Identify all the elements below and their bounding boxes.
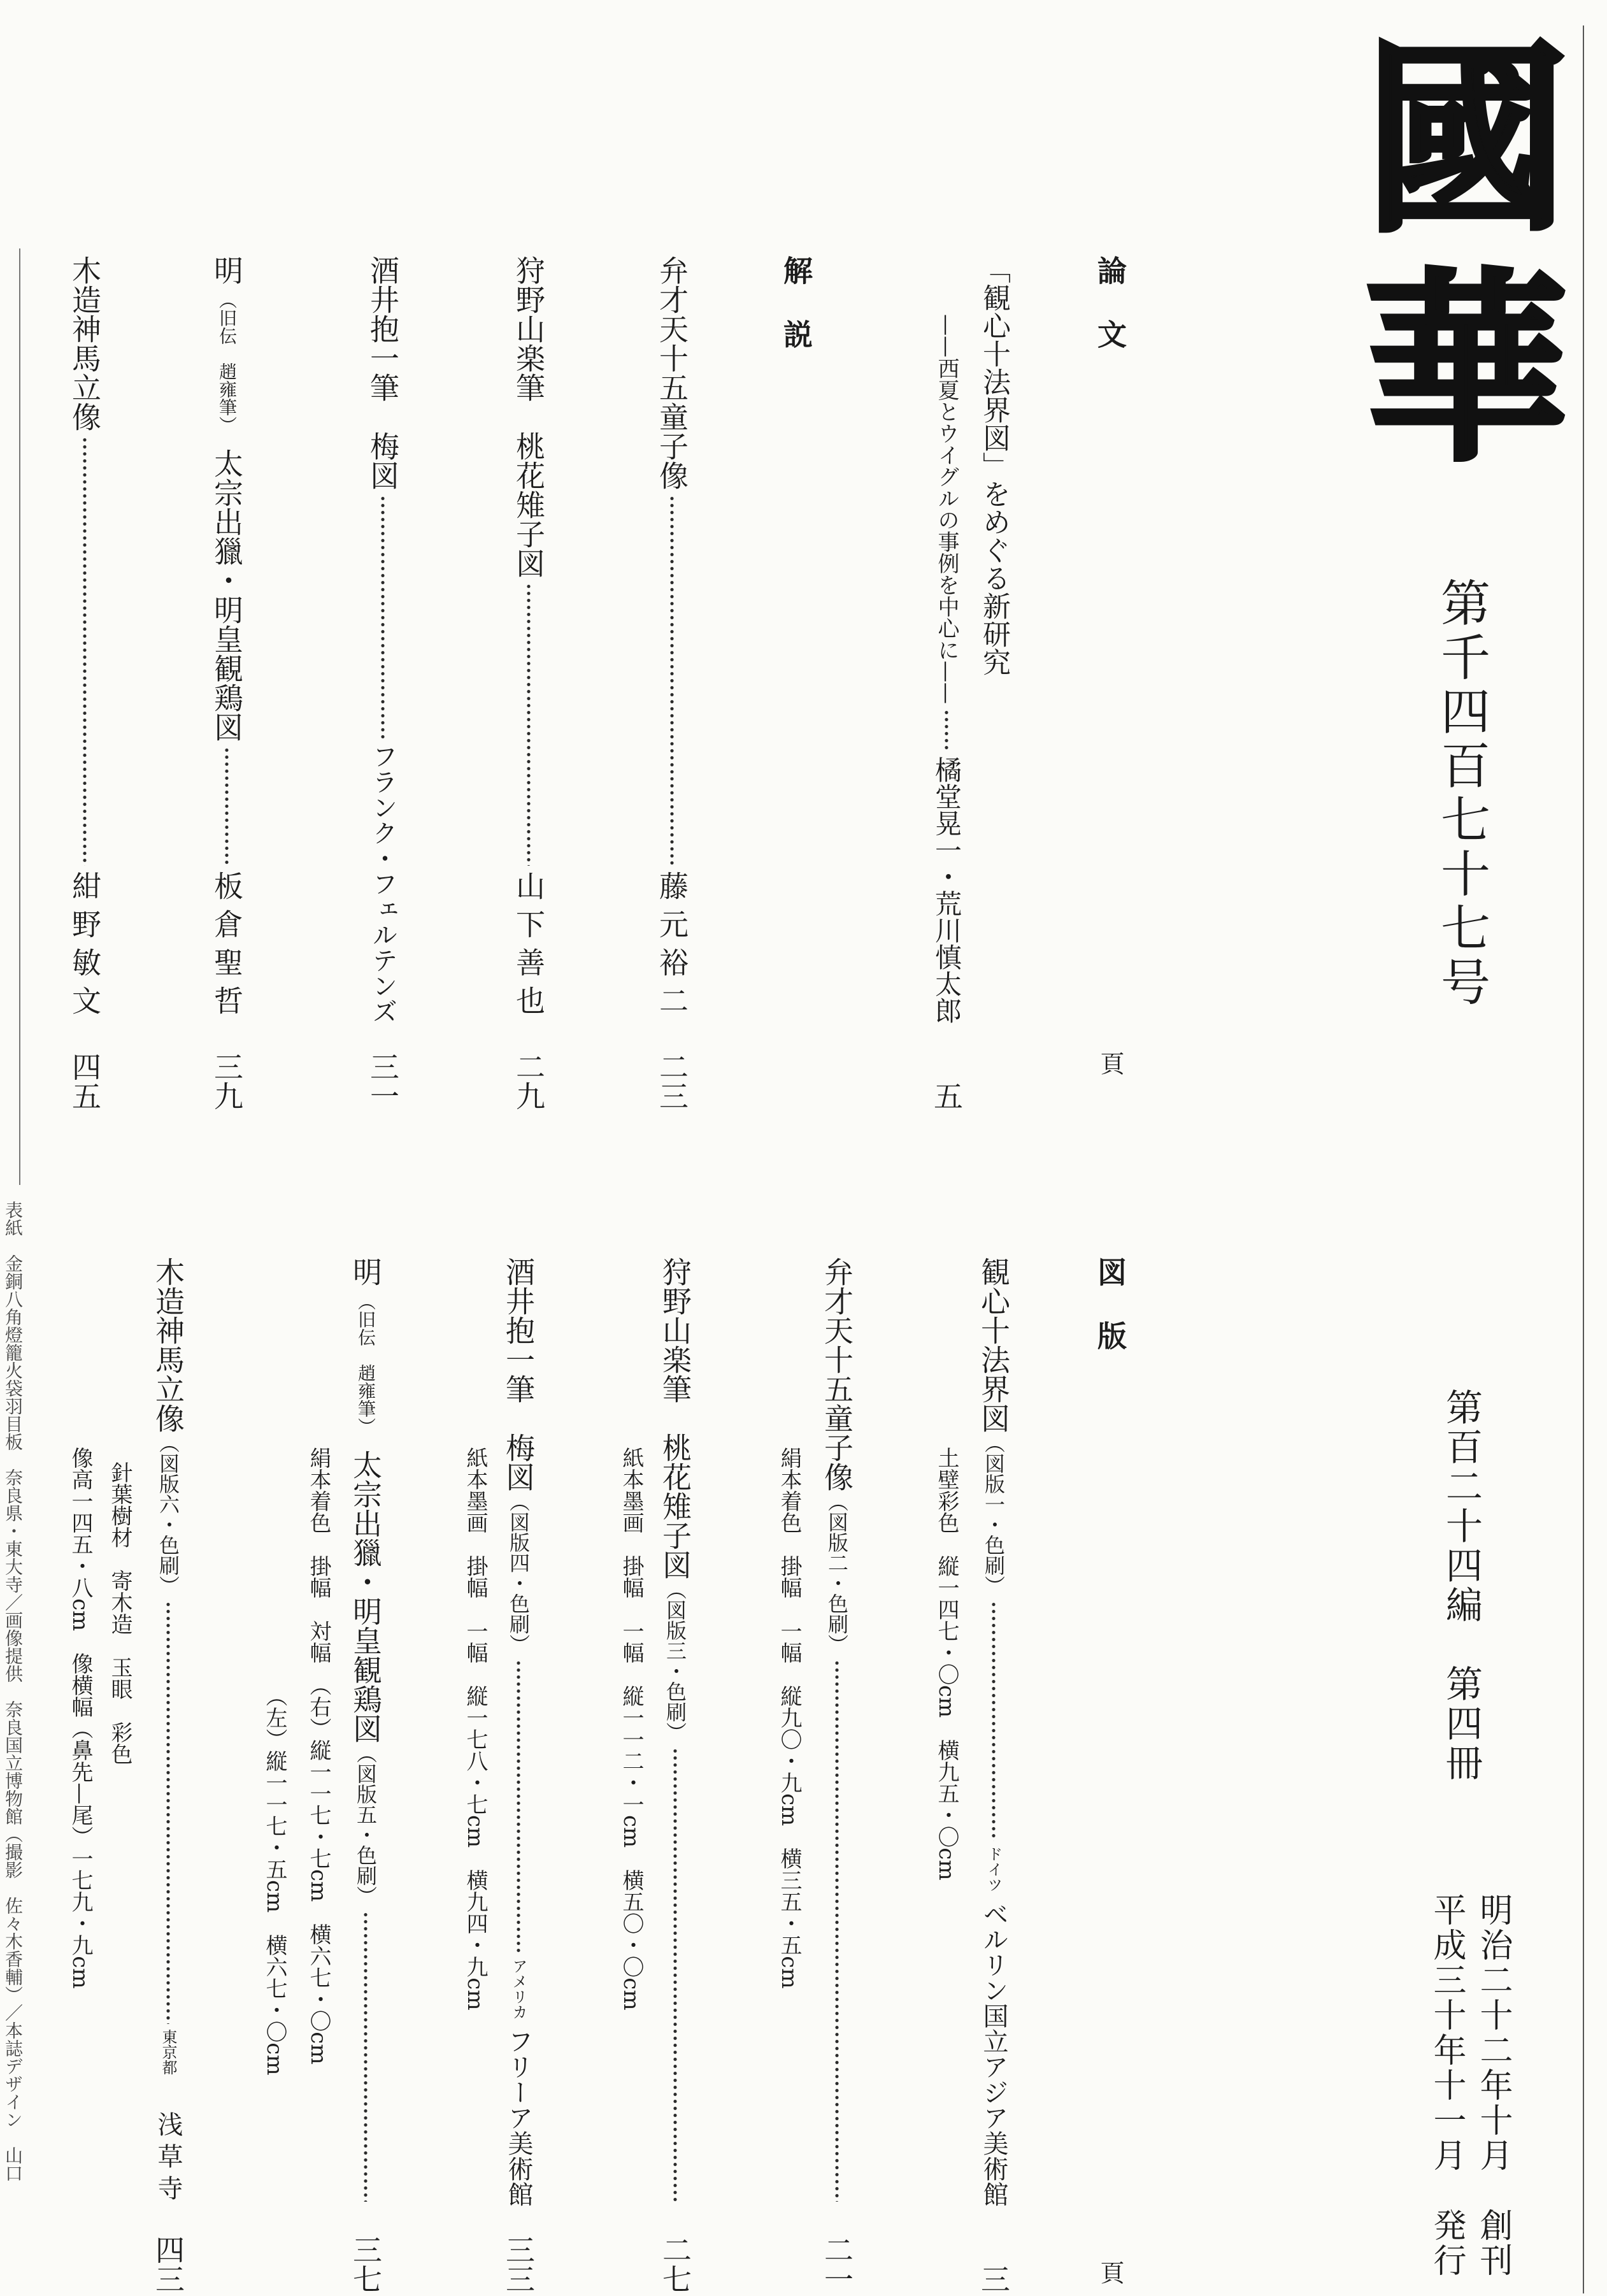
entry-author: 紺野敏文 xyxy=(68,871,102,1024)
collection-country: アメリカ xyxy=(510,1958,527,2020)
plate-number: （図版二・色刷） xyxy=(825,1491,849,1654)
plate-details: （左）縦一一七・五cm 横六七・〇cm xyxy=(262,1685,287,2076)
issue-number: 第千四百七十七号 xyxy=(1432,577,1490,1010)
page-number: 三九 xyxy=(210,1052,244,1110)
entry-attribution: （旧伝 趙雍筆） xyxy=(217,291,238,434)
entry-title: 木造神馬立像 xyxy=(68,255,102,431)
left-margin-rule xyxy=(19,248,20,1185)
page-number: 二一 xyxy=(820,2235,854,2293)
entry-author: 藤元裕二 xyxy=(655,871,689,1024)
plate-number: （図版六・色刷） xyxy=(156,1433,180,1596)
right-margin-rule xyxy=(1583,25,1584,2293)
plate-title: 弁才天十五童子像 xyxy=(820,1257,854,1491)
collection-country: ドイツ xyxy=(985,1846,1003,1892)
page-number: 二七 xyxy=(658,2235,692,2293)
plate-number: （図版四・色刷） xyxy=(506,1491,531,1654)
commentary-heading: 解説 xyxy=(779,255,813,383)
cover-credit: 表紙 金銅八角燈籠火袋羽目板 奈良県・東大寺／画像提供 奈良国立博物館（撮影 佐々木香輔）／本誌デザイン 山口 xyxy=(3,1201,24,2182)
magazine-logo: 國華 xyxy=(1330,32,1569,491)
volume-number: 第百二十四編 第四冊 xyxy=(1439,1388,1483,1783)
plates-page-label: 頁 xyxy=(1096,2260,1124,2285)
dot-leader xyxy=(364,495,402,738)
main-article-title: 「観心十法界図」をめぐる新研究 xyxy=(978,255,1010,676)
page-number: 三三 xyxy=(501,2235,536,2293)
commentary-entry xyxy=(208,255,246,1110)
plate-title: 狩野山楽筆 桃花雉子図 xyxy=(658,1257,692,1579)
plate-entry xyxy=(499,1257,538,2293)
dot-leader xyxy=(66,436,104,866)
plate-entry xyxy=(818,1257,856,2293)
entry-author: フランク・フェルテンズ xyxy=(368,743,397,1024)
plate-number: （図版一・色刷） xyxy=(982,1433,1006,1596)
articles-page-label: 頁 xyxy=(1096,1051,1124,1075)
dot-leader xyxy=(346,1911,385,2202)
dot-leader xyxy=(499,1660,538,1953)
page-number: 二三 xyxy=(655,1052,689,1110)
plate-title: 酒井抱一筆 梅図 xyxy=(501,1257,536,1491)
plates-heading: 図版 xyxy=(1093,1257,1127,1384)
plate-title: 太宗出獵・明皇観鶏図 xyxy=(348,1450,383,1743)
dot-leader xyxy=(818,1660,856,2202)
commentary-entry xyxy=(66,255,104,1110)
plate-entry xyxy=(346,1257,385,2293)
plate-number: （図版五・色刷） xyxy=(354,1743,378,1906)
plate-title-prefix: 明 xyxy=(348,1257,383,1286)
entry-author: 板倉聖哲 xyxy=(210,871,244,1024)
main-article-author: 橘堂晃一・荒川慎太郎 xyxy=(931,756,962,1024)
collection-name: 浅草寺 xyxy=(154,2111,183,2207)
published-date: 平成三十年十一月 発行 xyxy=(1427,1893,1466,2278)
page-number: 五 xyxy=(929,1081,964,1110)
entry-title: 狩野山楽筆 桃花雉子図 xyxy=(511,255,546,578)
plate-details: 紙本墨画 掛幅 一幅 縦一一二・一cm 横五〇・〇cm xyxy=(618,1447,644,2011)
founded-date: 明治二十二年十月 創刊 xyxy=(1474,1893,1512,2278)
plate-attribution: （旧伝 趙雍筆） xyxy=(355,1293,376,1435)
plate-details: 絹本着色 掛幅 一幅 縦九〇・九cm 横三五・五cm xyxy=(776,1447,802,1989)
page-number: 二九 xyxy=(511,1052,546,1110)
main-article-entry xyxy=(927,314,966,1110)
entry-title-prefix: 明 xyxy=(210,255,244,285)
plate-entry xyxy=(656,1257,694,2293)
collection-name: ベルリン国立アジア美術館 xyxy=(979,1901,1008,2207)
plate-title: 木造神馬立像 xyxy=(151,1257,185,1433)
page-number: 三七 xyxy=(348,2235,383,2293)
dot-leader xyxy=(149,1601,187,2024)
commentary-entry xyxy=(510,255,548,1110)
articles-heading: 論文 xyxy=(1093,255,1127,383)
plate-entry xyxy=(975,1257,1013,2293)
dot-leader xyxy=(653,495,691,866)
plate-details: 像高一四五・八cm 像横幅（鼻先—尾）一七九・九cm xyxy=(68,1447,93,1989)
page-number: 四五 xyxy=(68,1052,102,1110)
plate-details: 紙本墨画 掛幅 一幅 縦一七八・七cm 横九四・九cm xyxy=(462,1447,488,2011)
page-number: 三 xyxy=(976,2264,1011,2293)
dot-leader xyxy=(927,709,966,751)
entry-title: 太宗出獵・明皇観鶏図 xyxy=(210,448,244,742)
plate-entry xyxy=(149,1257,187,2293)
dot-leader xyxy=(510,583,548,866)
entry-author: 山下善也 xyxy=(511,871,546,1024)
page-number: 三一 xyxy=(366,1052,400,1110)
collection-name: フリーア美術館 xyxy=(504,2028,533,2207)
dot-leader xyxy=(656,1747,694,2202)
commentary-entry xyxy=(653,255,691,1110)
dot-leader xyxy=(208,747,246,866)
plate-number: （図版三・色刷） xyxy=(663,1579,687,1742)
entry-title: 酒井抱一筆 梅図 xyxy=(366,255,400,490)
plate-details: 絹本着色 掛幅 対幅 （右）縦一一七・七cm 横六七・〇cm xyxy=(306,1447,331,2065)
entry-title: 弁才天十五童子像 xyxy=(655,255,689,490)
dot-leader xyxy=(975,1601,1013,1841)
plate-details: 針葉樹材 寄木造 玉眼 彩色 xyxy=(107,1461,132,1765)
plate-details: 土壁彩色 縦一四七・〇cm 横九五・〇cm xyxy=(934,1447,959,1881)
page-number: 四三 xyxy=(151,2235,185,2293)
main-article-subtitle: ——西夏とウイグルの事例を中心に—— xyxy=(934,314,959,704)
commentary-entry xyxy=(364,255,402,1110)
collection-prefecture: 東京都 xyxy=(159,2029,177,2075)
plate-title: 観心十法界図 xyxy=(976,1257,1011,1433)
